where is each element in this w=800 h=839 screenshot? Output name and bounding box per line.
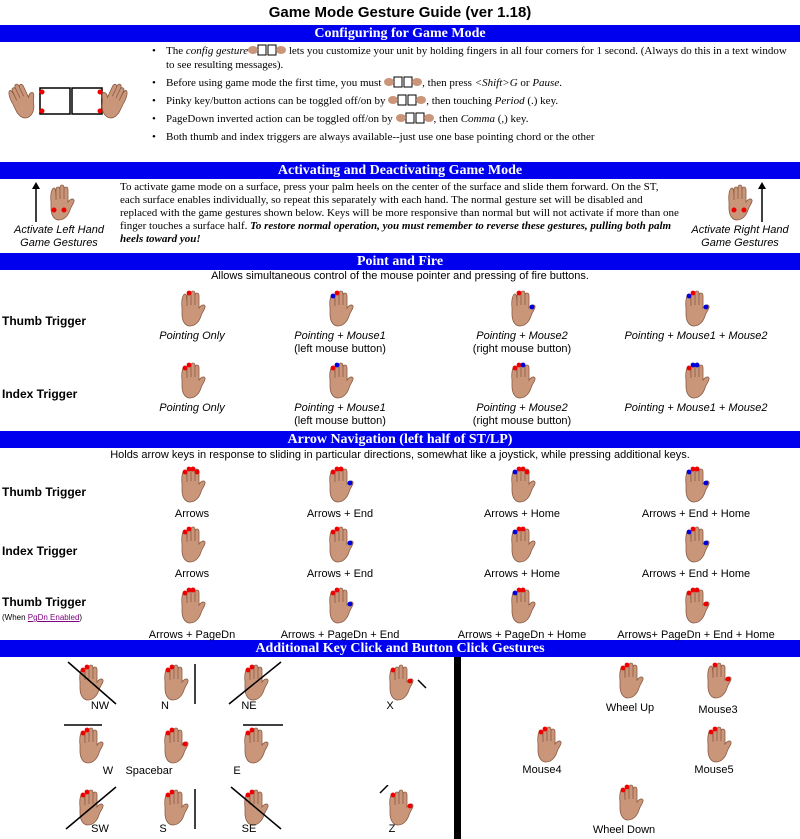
finger-dot [335,363,340,368]
finger-dot [348,602,353,607]
direction-arrow [380,785,388,793]
config-gesture-icon [248,44,286,56]
arrow-hand-r2-2 [310,522,370,568]
config-gesture-icon [396,112,434,124]
gesture-label-x: X [386,700,394,712]
finger-dot [81,668,86,673]
point-hand-thumb-4 [666,286,726,332]
point-index-label: Index Trigger [2,387,78,401]
gesture-hand-spacebar [145,723,205,769]
finger-dot [695,363,700,368]
arrow-caption-r3-3: Arrows + PageDn + Home [457,629,587,641]
gesture-label-mouse5: Mouse5 [694,764,734,776]
finger-dot [513,530,518,535]
finger-dot [625,785,630,790]
finger-dot [170,728,175,733]
finger-dot [525,470,530,475]
arrow-hand-r1-4 [666,462,726,508]
arrow-thumb-label: Thumb Trigger [2,485,86,499]
section-config-header: Configuring for Game Mode [0,25,800,42]
point-caption-index-2: Pointing + Mouse1 [294,402,386,414]
activate-instructions: To activate game mode on a surface, press your palm heels on the center of the surface and slide them forward. On the ST, each surface enables individually, so repeat this separately with each hand. The normal gesture set will be disabled and replaced with the game gestures shown below. Keys will be more responsive than normal but will not activate if more than one finger touches a surface half. To restore normal operation, you must remember to reverse these gestures, pulling both palm heels toward you! [120,181,679,245]
finger-dot [246,793,251,798]
finger-dot [530,305,535,310]
arrow-hand-r1-1 [162,462,222,508]
finger-dot [543,727,548,732]
point-hand-index-2 [310,358,370,404]
point-caption-thumb-3: Pointing + Mouse2 [476,330,568,342]
point-subcaption-index-3: (right mouse button) [472,415,572,427]
point-caption-thumb-1: Pointing Only [159,330,225,342]
arrow-thumb2-label: Thumb Trigger [2,595,86,609]
point-caption-index-3: Pointing + Mouse2 [476,402,568,414]
point-subcaption-thumb-2: (left mouse button) [294,343,386,355]
config-bullet-5: • Both thumb and index triggers are always available--just use one base pointing chord or the other [148,130,796,144]
finger-dot [521,467,526,472]
finger-dot [687,366,692,371]
finger-dot [183,591,188,596]
gesture-label-wheel-up: Wheel Up [605,702,655,714]
config-bullet-2: • Before using game mode the first time, you must , then press <Shift>G or Pause. [148,76,796,90]
finger-dot [166,731,171,736]
finger-dot [621,788,626,793]
gesture-label-s: S [159,823,167,835]
arrow-caption-r3-4: Arrows+ PageDn + End + Home [617,629,775,641]
finger-dot [391,668,396,673]
finger-dot [691,291,696,296]
arrow-hand-r3-3 [492,583,552,629]
finger-dot [331,294,336,299]
finger-dot [704,541,709,546]
right-hand-activate-icon [722,182,772,224]
finger-dot [339,467,344,472]
gesture-label-n: N [161,700,169,712]
finger-dot [687,294,692,299]
config-gesture-illustration [4,78,134,126]
config-bullets [148,44,796,148]
point-subcaption-index-2: (left mouse button) [294,415,386,427]
gesture-label-ne: NE [241,700,257,712]
pgdn-enabled-link[interactable]: PgDn Enabled [27,613,80,622]
finger-dot [704,602,709,607]
arrow-hand-r3-1 [162,583,222,629]
section-divider [454,657,461,839]
arrow-caption-r2-3: Arrows + Home [483,568,561,580]
section-arrow-header: Arrow Navigation (left half of ST/LP) [0,431,800,448]
finger-dot [183,530,188,535]
point-caption-thumb-4: Pointing + Mouse1 + Mouse2 [624,330,768,342]
gesture-hand-wheel-up [600,658,660,704]
gesture-hand-mouse5 [688,722,748,768]
finger-dot [621,666,626,671]
section-activate-header: Activating and Deactivating Game Mode [0,162,800,179]
point-hand-index-1 [162,358,222,404]
finger-dot [687,591,692,596]
arrow-caption-r2-2: Arrows + End [306,568,374,580]
finger-dot [250,790,255,795]
finger-dot [517,291,522,296]
finger-dot [335,588,340,593]
point-caption-index-4: Pointing + Mouse1 + Mouse2 [624,402,768,414]
gesture-label-nw: NW [90,700,110,712]
finger-dot [166,793,171,798]
point-thumb-label: Thumb Trigger [2,314,86,328]
point-hand-thumb-1 [162,286,222,332]
finger-dot [81,731,86,736]
pgdn-note: (When PgDn Enabled) [2,613,83,622]
finger-dot [704,305,709,310]
finger-dot [170,790,175,795]
finger-dot [187,291,192,296]
finger-dot [187,363,192,368]
finger-dot [691,527,696,532]
finger-dot [195,470,200,475]
finger-dot [246,731,251,736]
point-hand-index-3 [492,358,552,404]
finger-dot [695,467,700,472]
finger-dot [85,665,90,670]
finger-dot [687,530,692,535]
point-intro: Allows simultaneous control of the mouse pointer and pressing of fire buttons. [211,270,589,282]
finger-dot [331,591,336,596]
point-hand-thumb-3 [492,286,552,332]
arrow-caption-r2-4: Arrows + End + Home [641,568,751,580]
finger-dot [726,677,731,682]
finger-dot [513,366,518,371]
finger-dot [81,793,86,798]
finger-dot [187,527,192,532]
finger-dot [331,366,336,371]
finger-dot [191,588,196,593]
finger-dot [246,668,251,673]
finger-dot [391,793,396,798]
point-subcaption-thumb-3: (right mouse button) [472,343,572,355]
finger-dot [713,727,718,732]
arrow-caption-r3-1: Arrows + PageDn [148,629,236,641]
gesture-label-sw: SW [91,823,109,835]
arrow-caption-r1-2: Arrows + End [306,508,374,520]
finger-dot [695,588,700,593]
finger-dot [539,730,544,735]
point-caption-index-1: Pointing Only [159,402,225,414]
section-additional-header: Additional Key Click and Button Click Gestures [0,640,800,657]
finger-dot [250,728,255,733]
point-hand-index-4 [666,358,726,404]
arrow-caption-r1-4: Arrows + End + Home [641,508,751,520]
arrow-hand-r3-4 [666,583,726,629]
finger-dot [331,470,336,475]
finger-dot [166,668,171,673]
right-hand-caption: Activate Right Hand Game Gestures [691,224,789,249]
finger-dot [709,730,714,735]
finger-dot [348,541,353,546]
config-bullet-1: • The config gesture lets you customize your unit by holding fingers in all four corners for 1 second. (Always do this in a text window to see resulting messages). [148,44,796,72]
gesture-hand-w [60,723,120,769]
gesture-hand-mouse4 [518,722,578,768]
finger-dot [183,366,188,371]
finger-dot [191,467,196,472]
gesture-label-w: W [102,765,114,777]
gesture-label-e: E [233,765,241,777]
gesture-hand-mouse3 [688,658,748,704]
point-caption-thumb-2: Pointing + Mouse1 [294,330,386,342]
finger-dot [713,663,718,668]
finger-dot [331,530,336,535]
arrow-hand-r2-3 [492,522,552,568]
config-bullet-3: • Pinky key/button actions can be toggled off/on by , then touching Period (.) key. [148,94,796,108]
finger-dot [183,742,188,747]
arrow-hand-r1-3 [492,462,552,508]
finger-dot [85,728,90,733]
arrow-hand-r1-2 [310,462,370,508]
config-gesture-icon [388,94,426,106]
arrow-hand-r2-1 [162,522,222,568]
arrow-hand-r3-2 [310,583,370,629]
arrow-hand-r2-4 [666,522,726,568]
page-title: Game Mode Gesture Guide (ver 1.18) [268,4,532,21]
arrow-intro: Holds arrow keys in response to sliding in particular directions, somewhat like a joystick, while pressing additional keys. [110,449,690,461]
gesture-hand-wheel-down [600,780,660,826]
finger-dot [183,470,188,475]
finger-dot [513,591,518,596]
arrow-index-label: Index Trigger [2,544,78,558]
arrow-caption-r3-2: Arrows + PageDn + End [280,629,400,641]
config-bullet-4: • PageDown inverted action can be toggled off/on by , then Comma (,) key. [148,112,796,126]
finger-dot [513,470,518,475]
finger-dot [625,663,630,668]
gesture-label-mouse3: Mouse3 [698,704,738,716]
finger-dot [704,481,709,486]
gesture-hand-e [225,723,285,769]
arrow-caption-r1-1: Arrows [174,508,210,520]
finger-dot [85,790,90,795]
finger-dot [348,481,353,486]
gesture-label-mouse4: Mouse4 [522,764,562,776]
arrow-caption-r1-3: Arrows + Home [483,508,561,520]
finger-dot [335,527,340,532]
gesture-label-se: SE [241,823,257,835]
finger-dot [335,291,340,296]
left-hand-caption: Activate Left Hand Game Gestures [14,224,104,249]
arrow-caption-r2-1: Arrows [174,568,210,580]
finger-dot [250,665,255,670]
finger-dot [170,665,175,670]
config-gesture-icon [384,76,422,88]
gesture-label-wheel-down: Wheel Down [592,824,656,836]
finger-dot [521,527,526,532]
finger-dot [408,679,413,684]
finger-dot [521,588,526,593]
finger-dot [408,804,413,809]
section-point-header: Point and Fire [0,253,800,270]
left-hand-activate-icon [30,182,80,224]
gesture-label-spacebar: Spacebar [125,765,173,777]
finger-dot [687,470,692,475]
finger-dot [521,363,526,368]
point-hand-thumb-2 [310,286,370,332]
gesture-label-z: Z [388,823,396,835]
direction-arrow [418,680,426,688]
